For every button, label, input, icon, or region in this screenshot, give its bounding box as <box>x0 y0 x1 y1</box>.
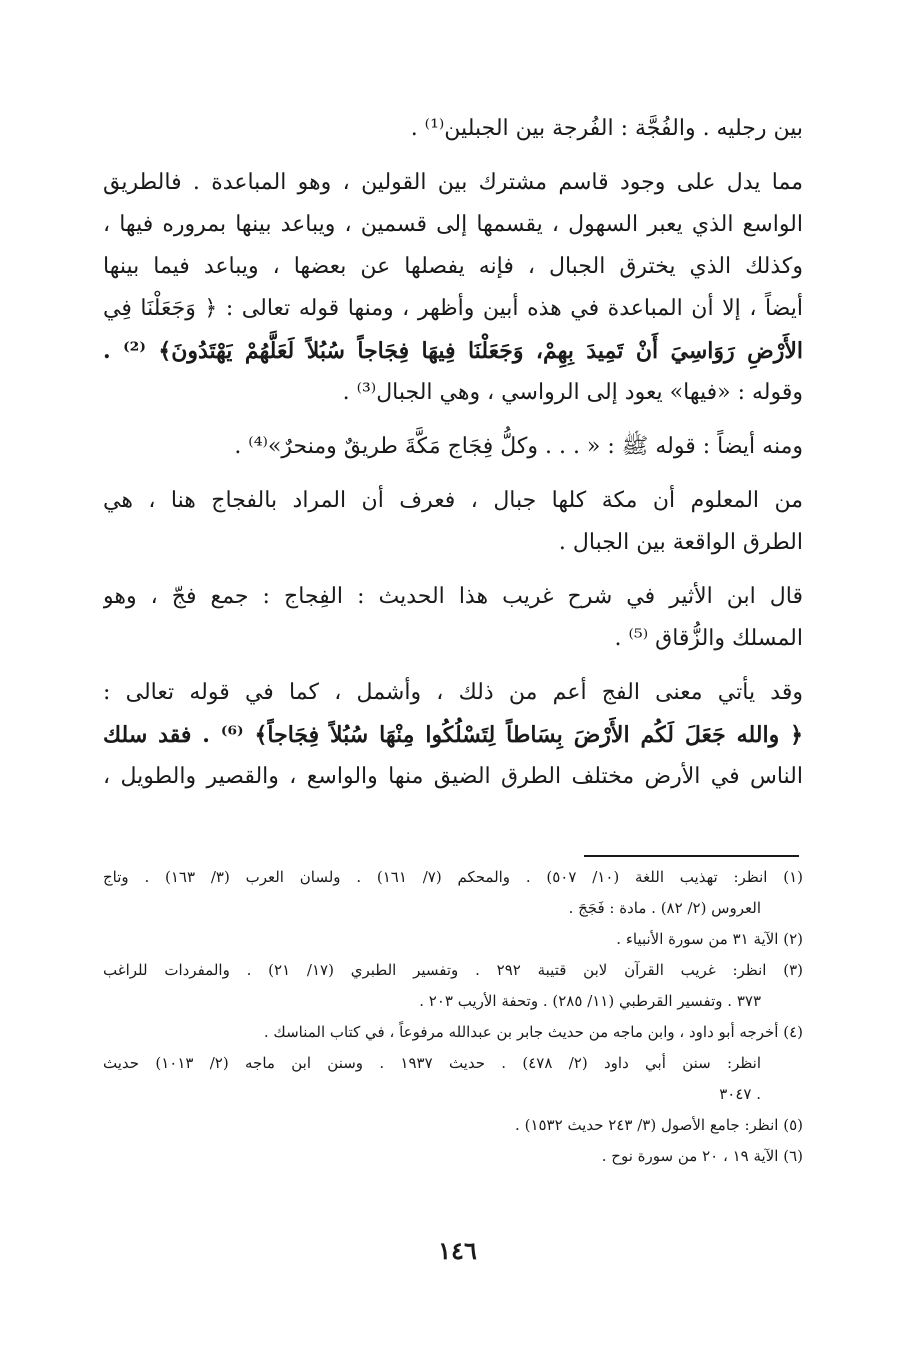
footnote-separator <box>584 855 799 857</box>
text-line: وكذلك الذي يخترق الجبال ، فإنه يفصلها عن بعضها ، ويباعد فيما بينها <box>103 254 803 279</box>
text-line: وقوله : «فيها» يعود إلى الرواسي ، وهي الجبال⁽³⁾ . <box>342 380 803 405</box>
text-line: الناس في الأرض مختلف الطرق الضيق منها والواسع ، والقصير والطويل ، <box>103 764 803 789</box>
footnote-text: انظر: تهذيب اللغة (١٠/ ٥٠٧) . والمحكم (٧/ ١٦١) . ولسان العرب (٣/ ١٦٣) . وتاج <box>103 868 768 886</box>
text-line: مما يدل على وجود قاسم مشترك بين القولين ، وهو المباعدة . فالطريق <box>103 170 803 195</box>
footnote-1-cont: العروس (٢/ ٨٢) . مادة : فَجَجَ . <box>568 899 761 917</box>
paragraph <box>103 162 803 414</box>
footnote-text: أخرجه أبو داود ، وابن ماجه من حديث جابر بن عبدالله مرفوعاً ، في كتاب المناسك . <box>263 1023 779 1041</box>
footnote-marker: (٣) <box>783 961 803 979</box>
footnote-marker: (٥) <box>783 1116 803 1134</box>
footnote-4-cont: انظر: سنن أبي داود (٢/ ٤٧٨) . حديث ١٩٣٧ . وسنن ابن ماجه (٢/ ١٠١٣) حديث <box>103 1054 761 1072</box>
paragraph <box>103 672 803 798</box>
footnote-text: الآية ١٩ ، ٢٠ من سورة نوح . <box>601 1147 779 1165</box>
footnote-marker: (٦) <box>783 1147 803 1165</box>
quran-verse-line: الأَرْضِ رَوَاسِيَ أَنْ تَمِيدَ بِهِمْ، وَجَعَلْنَا فِيهَا فِجَاجاً سُبُلاً لَعَلَّهُمْ يَهْتَدُونَ﴾ ⁽²⁾ . <box>103 338 803 364</box>
main-text <box>103 108 803 798</box>
footnotes <box>103 862 803 1172</box>
footnote-1 <box>103 862 803 893</box>
page-number: ١٤٦ <box>438 1236 477 1265</box>
footnote-4-cont: ٣٠٤٧ . <box>719 1085 761 1103</box>
footnote-marker: (٢) <box>783 930 803 948</box>
text-line: المسلك والزُّقاق ⁽⁵⁾ . <box>614 626 803 651</box>
footnote-3-cont: ٣٧٣ . وتفسير القرطبي (١١/ ٢٨٥) . وتحفة الأريب ٢٠٣ . <box>419 992 761 1010</box>
paragraph <box>103 576 803 660</box>
text-line: قال ابن الأثير في شرح غريب هذا الحديث : الفِجاج : جمع فجّ ، وهو <box>103 584 803 609</box>
text-line: الطرق الواقعة بين الجبال . <box>558 530 803 555</box>
hadith-line: ومنه أيضاً : قوله ﷺ : « . . . وكلُّ فِجَاج مَكَّةَ طريقٌ ومنحرٌ»⁽⁴⁾ . <box>234 434 803 459</box>
quran-verse-line: ﴿ والله جَعَلَ لَكُم الأَرْضَ بِسَاطاً لِتَسْلُكُوا مِنْهَا سُبُلاً فِجَاجاً﴾ ⁽⁶⁾ . فقد سلك <box>103 722 803 748</box>
text-line: أيضاً ، إلا أن المباعدة في هذه أبين وأظهر ، ومنها قوله تعالى : ﴿ وَجَعَلْنَا فِي <box>103 296 803 321</box>
footnote-6 <box>103 1141 803 1172</box>
text-line: من المعلوم أن مكة كلها جبال ، فعرف أن المراد بالفجاج هنا ، هي <box>103 488 803 513</box>
footnote-text: انظر: جامع الأصول (٣/ ٢٤٣ حديث ١٥٣٢) . <box>515 1116 779 1134</box>
footnote-5 <box>103 1110 803 1141</box>
footnote-4 <box>103 1017 803 1048</box>
text-line: وقد يأتي معنى الفج أعم من ذلك ، وأشمل ، كما في قوله تعالى : <box>103 680 803 705</box>
paragraph <box>103 480 803 564</box>
text-line: بين رجليه . والفُجَّة : الفُرجة بين الجبلين⁽¹⁾ . <box>410 116 803 141</box>
footnote-marker: (١) <box>783 868 803 886</box>
text-line: الواسع الذي يعبر السهول ، يقسمها إلى قسمين ، ويباعد بينها بمروره فيها ، <box>103 212 803 237</box>
footnote-marker: (٤) <box>783 1023 803 1041</box>
footnote-2 <box>103 924 803 955</box>
footnote-3 <box>103 955 803 986</box>
footnote-text: الآية ٣١ من سورة الأنبياء . <box>616 930 779 948</box>
footnote-text: انظر: غريب القرآن لابن قتيبة ٢٩٢ . وتفسير الطبري (١٧/ ٢١) . والمفردات للراغب <box>103 961 767 979</box>
